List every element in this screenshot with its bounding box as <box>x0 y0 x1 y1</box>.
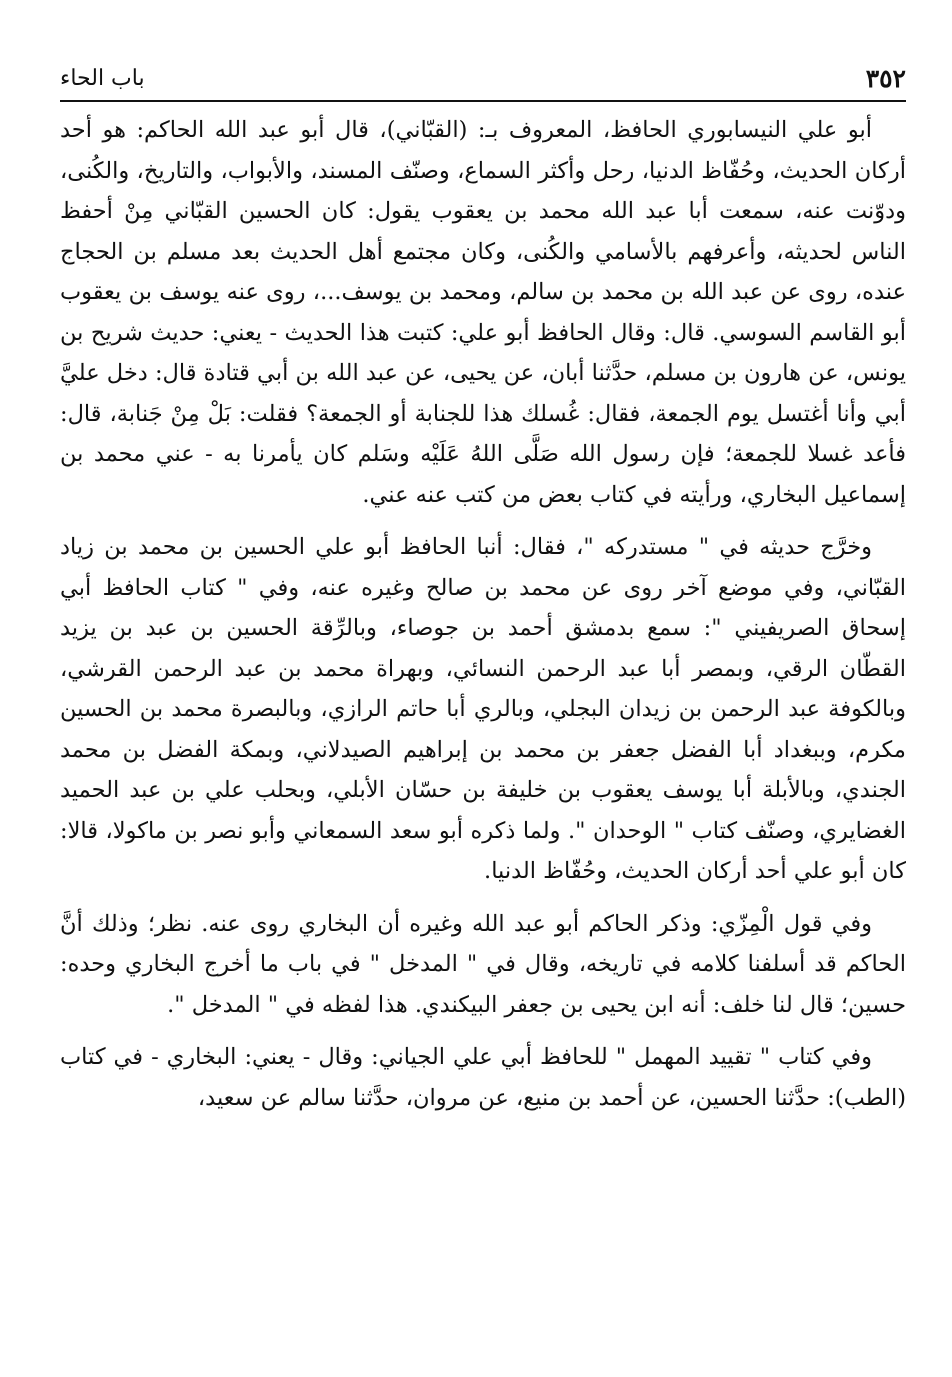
paragraph-4: وفي كتاب " تقييد المهمل " للحافظ أبي علي الجياني: وقال - يعني: البخاري - في كتاب (الطب): حدَّثنا الحسين، عن أحمد بن منيع، عن مروان، حدَّثنا سالم عن سعيد، <box>60 1044 906 1111</box>
paragraph-3: وفي قول الْمِزّي: وذكر الحاكم أبو عبد الله وغيره أن البخاري روى عنه. نظر؛ وذلك أنَّ الحاكم قد أسلفنا كلامه في تاريخه، وقال في " المدخل " في باب ما أخرج البخاري وحده: حسين؛ قال لنا خلف: أنه ابن يحيى بن جعفر البيكندي. هذا لفظه في " المدخل ". <box>60 910 906 1018</box>
page-number: ٣٥٢ <box>865 64 906 93</box>
header-divider <box>60 100 906 102</box>
paragraph-2: وخرَّج حديثه في " مستدركه "، فقال: أنبا الحافظ أبو علي الحسين بن محمد بن زياد القبّاني، وفي موضع آخر روى عن محمد بن صالح وغيره عنه، وفي " كتاب الحافظ أبي إسحاق الصريفيني ": سمع بدمشق أحمد بن جوصاء، وبالرِّقة الحسين بن عبد بن يزيد القطّان الرقي، وبمصر أبا عبد الرحمن النسائي، وبهراة محمد بن عبد الرحمن القرشي، وبالكوفة عبد الرحمن بن زيدان البجلي، وبالري أبا حاتم الرازي، وبالبصرة محمد بن الحسين مكرم، وببغداد أبا الفضل جعفر بن محمد بن إبراهيم الصيدلاني، وبمكة الفضل بن محمد الجندي، وبالأبلة أبا يوسف يعقوب بن خليفة بن حسّان الأبلي، وبحلب علي بن عبد الحميد الغضايري، وصنّف كتاب " الوحدان ". ولما ذكره أبو سعد السمعاني وأبو نصر بن ماكولا، قالا: كان أبو علي أحد أركان الحديث، وحُفّاظ الدنيا. <box>60 534 906 884</box>
page-body <box>60 110 906 1130</box>
chapter-title: باب الحاء <box>60 66 145 91</box>
paragraph-1: أبو علي النيسابوري الحافظ، المعروف بـ: (القبّاني)، قال أبو عبد الله الحاكم: هو أحد أركان الحديث، وحُفّاظ الدنيا، رحل وأكثر السماع، وصنّف المسند، والأبواب، والتاريخ، والكُنى، ودوّنت عنه، سمعت أبا عبد الله محمد بن يعقوب يقول: كان الحسين القبّاني مِنْ أحفظ الناس لحديثه، وأعرفهم بالأسامي والكُنى، وكان مجتمع أهل الحديث بعد مسلم بن الحجاج عنده، روى عن عبد الله بن محمد بن سالم، ومحمد بن يوسف...، روى عنه يوسف بن يعقوب أبو القاسم السوسي. قال: وقال الحافظ أبو علي: كتبت هذا الحديث - يعني: حديث شريح بن يونس، عن هارون بن مسلم، حدَّثنا أبان، عن يحيى، عن عبد الله بن أبي قتادة قال: دخل عليَّ أبي وأنا أغتسل يوم الجمعة، فقال: غُسلك هذا للجنابة أو الجمعة؟ فقلت: بَلْ مِنْ جَنابة، قال: فأعد غسلا للجمعة؛ فإن رسول الله صَلَّى اللهُ عَلَيْه وسَلم كان يأمرنا به - عني محمد بن إسماعيل البخاري، ورأيته في كتاب بعض من كتب عنه عني. <box>60 117 906 508</box>
page-header <box>60 60 906 100</box>
